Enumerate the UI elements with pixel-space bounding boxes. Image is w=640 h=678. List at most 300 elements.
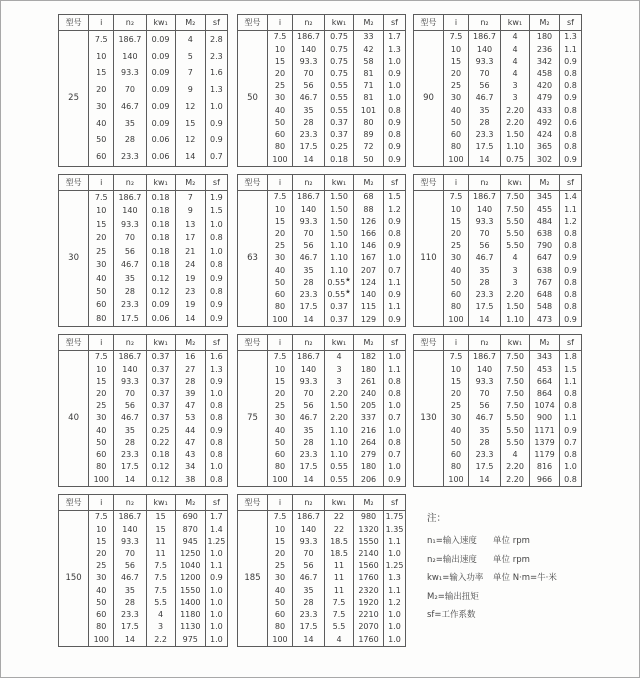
data-cell: 10: [268, 523, 293, 535]
data-cell: 17: [175, 232, 205, 245]
data-cell: 5.50: [501, 228, 530, 240]
data-cell: 80: [268, 301, 293, 313]
column-header: 型号: [238, 15, 268, 31]
data-cell: 35: [114, 115, 146, 132]
data-cell: 186.7: [293, 191, 325, 204]
data-cell: 1.10: [325, 252, 354, 264]
data-cell: 7.50: [501, 203, 530, 215]
data-cell: 40: [268, 105, 293, 117]
data-cell: 900: [530, 412, 560, 424]
data-cell: 9: [175, 205, 205, 218]
column-header: M₂: [354, 495, 384, 511]
note-line: [427, 556, 581, 565]
data-cell: 25: [444, 80, 469, 92]
data-cell: 1.2: [384, 203, 406, 215]
data-cell: 479: [530, 92, 560, 104]
data-cell: 17.5: [469, 141, 501, 153]
data-cell: [205, 326, 227, 327]
data-cell: 7.5: [89, 31, 114, 49]
data-cell: 23.3: [469, 449, 501, 461]
notes-title: 注：: [427, 513, 447, 524]
data-cell: 14: [114, 633, 146, 646]
data-cell: 1.0: [384, 633, 406, 646]
data-cell: 14: [175, 312, 205, 325]
data-cell: 0.8: [384, 388, 406, 400]
column-header: sf: [205, 335, 227, 351]
data-cell: 647: [530, 252, 560, 264]
data-cell: 23.3: [114, 149, 146, 166]
data-cell: 4: [501, 56, 530, 68]
data-cell: 70: [293, 388, 325, 400]
data-cell: 80: [268, 461, 293, 473]
data-cell: 0.55: [325, 92, 354, 104]
data-cell: 40: [89, 585, 114, 597]
data-cell: 93.3: [293, 376, 325, 388]
data-cell: 0.55: [325, 105, 354, 117]
data-cell: 7.5: [89, 191, 114, 205]
data-cell: 46.7: [469, 252, 501, 264]
note-line: [427, 593, 581, 602]
data-cell: 23.3: [114, 609, 146, 621]
data-cell: 1.0: [384, 548, 406, 560]
column-header: kw₁: [325, 15, 354, 31]
model-spec-table: [413, 174, 582, 327]
data-cell: 7.5: [146, 560, 175, 572]
data-cell: 0.37: [146, 363, 175, 375]
data-cell: 93.3: [469, 376, 501, 388]
data-cell: 484: [530, 216, 560, 228]
data-cell: 1.1: [560, 376, 582, 388]
data-cell: 17.5: [114, 312, 146, 325]
data-cell: 3: [325, 376, 354, 388]
data-cell: 1.1: [384, 585, 406, 597]
data-cell: 0.9: [384, 117, 406, 129]
data-cell: 80: [268, 621, 293, 633]
data-cell: 100: [444, 313, 469, 326]
data-cell: 0.8: [384, 437, 406, 449]
data-cell: 1.25: [205, 536, 227, 548]
column-header: M₂: [175, 175, 205, 191]
data-cell: 17.5: [469, 301, 501, 313]
data-cell: 13: [175, 218, 205, 231]
data-cell: 70: [114, 548, 146, 560]
data-cell: 4: [175, 31, 205, 49]
data-cell: 25: [268, 400, 293, 412]
data-cell: 25: [89, 400, 114, 412]
data-cell: 0.8: [560, 388, 582, 400]
data-cell: 1.25: [384, 560, 406, 572]
data-cell: [175, 165, 205, 166]
column-header: kw₁: [146, 15, 175, 31]
data-cell: 1550: [354, 536, 384, 548]
data-cell: 93.3: [293, 216, 325, 228]
data-cell: 1.50: [501, 301, 530, 313]
data-cell: 7.5: [268, 191, 293, 204]
data-cell: 47: [175, 437, 205, 449]
data-cell: 21: [175, 245, 205, 258]
data-cell: 5.5: [325, 621, 354, 633]
data-cell: 1.8: [560, 351, 582, 364]
data-cell: 81: [354, 68, 384, 80]
data-cell: 56: [114, 560, 146, 572]
data-cell: 20: [444, 388, 469, 400]
data-cell: 0.9: [560, 313, 582, 326]
data-cell: 71: [354, 80, 384, 92]
data-cell: 816: [530, 461, 560, 473]
column-header: 型号: [59, 495, 89, 511]
data-cell: 980: [354, 511, 384, 524]
data-cell: 35: [469, 265, 501, 277]
data-cell: 1.7: [205, 511, 227, 524]
data-cell: 81: [354, 92, 384, 104]
data-cell: 5: [175, 48, 205, 65]
data-cell: 11: [325, 560, 354, 572]
data-cell: 17.5: [293, 141, 325, 153]
note-unit: 单位 N·m=牛·米: [493, 573, 557, 583]
data-cell: 0.09: [146, 115, 175, 132]
data-cell: 28: [114, 132, 146, 149]
column-header: i: [444, 15, 469, 31]
data-cell: 1179: [530, 449, 560, 461]
data-cell: 80: [354, 117, 384, 129]
data-cell: 207: [354, 265, 384, 277]
data-cell: [205, 165, 227, 166]
data-cell: 2.20: [501, 461, 530, 473]
data-cell: 7.5: [444, 191, 469, 204]
data-cell: 548: [530, 301, 560, 313]
data-cell: 186.7: [293, 351, 325, 364]
data-cell: 0.8: [560, 449, 582, 461]
data-cell: 68: [354, 191, 384, 204]
data-cell: 14: [293, 153, 325, 166]
column-header: 型号: [59, 175, 89, 191]
data-cell: 100: [268, 633, 293, 646]
data-cell: 2320: [354, 585, 384, 597]
data-cell: 50: [89, 285, 114, 298]
data-cell: 28: [114, 597, 146, 609]
data-cell: 1.4: [205, 523, 227, 535]
data-cell: 70: [293, 228, 325, 240]
data-cell: 146: [354, 240, 384, 252]
data-cell: 25: [444, 400, 469, 412]
data-cell: 1.50: [325, 191, 354, 204]
data-cell: 1550: [175, 585, 205, 597]
data-cell: 20: [268, 548, 293, 560]
data-cell: 1400: [175, 597, 205, 609]
data-cell: 664: [530, 376, 560, 388]
data-cell: 14: [293, 473, 325, 486]
data-cell: 60: [89, 449, 114, 461]
data-cell: 966: [530, 473, 560, 486]
data-cell: 23.3: [469, 289, 501, 301]
data-cell: 35: [293, 265, 325, 277]
column-header: n₂: [293, 15, 325, 31]
data-cell: 767: [530, 277, 560, 289]
data-cell: 3: [501, 92, 530, 104]
data-cell: 40: [89, 272, 114, 285]
data-cell: 40: [268, 425, 293, 437]
data-cell: 0.8: [205, 285, 227, 298]
column-header: sf: [560, 15, 582, 31]
data-cell: 30: [89, 572, 114, 584]
column-header: i: [444, 175, 469, 191]
data-cell: 15: [175, 115, 205, 132]
data-cell: 1.0: [384, 609, 406, 621]
note-line: [427, 611, 581, 620]
data-cell: 1.0: [205, 585, 227, 597]
data-cell: 1200: [175, 572, 205, 584]
data-cell: 7.5: [268, 511, 293, 524]
model-spec-table: [237, 334, 406, 487]
data-cell: 180: [354, 461, 384, 473]
column-header: n₂: [469, 15, 501, 31]
data-cell: 365: [530, 141, 560, 153]
data-cell: 1.10: [501, 313, 530, 326]
data-cell: 1320: [354, 523, 384, 535]
data-cell: 1.10: [325, 437, 354, 449]
data-cell: 17.5: [114, 461, 146, 473]
data-cell: 5.50: [501, 412, 530, 424]
data-cell: 22: [325, 523, 354, 535]
column-header: kw₁: [325, 175, 354, 191]
data-cell: 0.09: [146, 48, 175, 65]
data-cell: 20: [89, 388, 114, 400]
data-cell: 20: [268, 68, 293, 80]
data-cell: 4: [501, 31, 530, 44]
data-cell: 0.8: [560, 289, 582, 301]
data-cell: 100: [268, 313, 293, 326]
data-cell: 7.5: [146, 572, 175, 584]
column-header: 型号: [59, 15, 89, 31]
data-cell: 167: [354, 252, 384, 264]
column-header: i: [268, 495, 293, 511]
column-header: 型号: [238, 175, 268, 191]
note-term: n₂=输出速度: [427, 554, 477, 565]
column-header: 型号: [414, 15, 444, 31]
data-cell: 975: [175, 633, 205, 646]
data-cell: 180: [530, 31, 560, 44]
data-cell: 473: [530, 313, 560, 326]
data-cell: 0.18: [146, 218, 175, 231]
data-cell: 240: [354, 388, 384, 400]
column-header: n₂: [114, 335, 146, 351]
data-cell: 1.6: [205, 65, 227, 82]
data-cell: 0.12: [146, 461, 175, 473]
data-cell: 0.9: [560, 56, 582, 68]
data-cell: 56: [114, 245, 146, 258]
data-cell: 0.8: [384, 129, 406, 141]
data-cell: 35: [293, 425, 325, 437]
data-cell: 14: [469, 473, 501, 486]
note-term: sf=工作系数: [427, 610, 476, 620]
data-cell: 22: [325, 511, 354, 524]
data-cell: 1.10: [501, 141, 530, 153]
data-cell: 100: [268, 153, 293, 166]
data-cell: 50: [444, 277, 469, 289]
data-cell: 46.7: [469, 92, 501, 104]
data-cell: [175, 326, 205, 327]
data-cell: 264: [354, 437, 384, 449]
data-cell: 206: [354, 473, 384, 486]
data-cell: 14: [469, 313, 501, 326]
data-cell: 10: [89, 48, 114, 65]
column-header: kw₁: [325, 335, 354, 351]
column-header: sf: [384, 335, 406, 351]
data-cell: 1.0: [205, 245, 227, 258]
data-cell: 10: [89, 363, 114, 375]
data-cell: 16: [175, 351, 205, 364]
data-cell: 0.9: [205, 312, 227, 325]
data-cell: 10: [444, 363, 469, 375]
data-cell: 0.8: [205, 258, 227, 271]
column-header: M₂: [175, 495, 205, 511]
data-cell: 46.7: [114, 572, 146, 584]
spec-table-model-63: [237, 174, 404, 327]
model-spec-table: [58, 334, 228, 487]
data-cell: 25: [89, 560, 114, 572]
data-cell: 0.8: [205, 473, 227, 486]
data-cell: 1.1: [384, 363, 406, 375]
data-cell: 1.3: [560, 31, 582, 44]
data-cell: 17.5: [114, 621, 146, 633]
data-cell: 2.20: [501, 105, 530, 117]
column-header: sf: [205, 495, 227, 511]
data-cell: 1.50: [501, 129, 530, 141]
data-cell: 7.50: [501, 351, 530, 364]
column-header: 型号: [59, 335, 89, 351]
data-cell: 1180: [175, 609, 205, 621]
data-cell: 1.0: [384, 461, 406, 473]
data-cell: 0.9: [205, 572, 227, 584]
data-cell: 28: [293, 437, 325, 449]
data-cell: 80: [444, 301, 469, 313]
data-cell: 46.7: [293, 92, 325, 104]
data-cell: 88: [354, 203, 384, 215]
data-cell: 9: [175, 82, 205, 99]
model-cell: 50: [247, 93, 258, 104]
note-unit: 单位 rpm: [493, 554, 530, 565]
column-header: M₂: [530, 335, 560, 351]
spec-table-model-110: [413, 174, 581, 327]
data-cell: 35: [469, 105, 501, 117]
data-cell: 4: [501, 449, 530, 461]
data-cell: 236: [530, 43, 560, 55]
data-cell: 0.7: [384, 412, 406, 424]
spec-table-model-90: [413, 14, 581, 167]
data-cell: 30: [268, 252, 293, 264]
data-cell: 70: [293, 548, 325, 560]
data-cell: 60: [444, 449, 469, 461]
data-cell: 302: [530, 153, 560, 166]
data-cell: 12: [175, 132, 205, 149]
data-cell: 23.3: [114, 299, 146, 312]
model-cell: 25: [68, 93, 79, 104]
data-cell: 7.5: [89, 351, 114, 364]
data-cell: 56: [114, 400, 146, 412]
data-cell: 0.22: [146, 437, 175, 449]
data-cell: 53: [175, 412, 205, 424]
data-cell: 4: [501, 252, 530, 264]
data-cell: 0.8: [384, 376, 406, 388]
data-cell: 72: [354, 141, 384, 153]
data-cell: 19: [175, 299, 205, 312]
data-cell: 56: [293, 560, 325, 572]
data-cell: 1.10: [325, 240, 354, 252]
column-header: kw₁: [501, 175, 530, 191]
data-cell: 23.3: [469, 129, 501, 141]
data-cell: 50: [268, 597, 293, 609]
data-cell: 1.3: [384, 572, 406, 584]
data-cell: 28: [175, 376, 205, 388]
data-cell: 17.5: [293, 301, 325, 313]
data-cell: 180: [354, 363, 384, 375]
data-cell: 33: [354, 31, 384, 44]
data-cell: 28: [114, 437, 146, 449]
data-cell: 0.8: [205, 437, 227, 449]
data-cell: 0.37: [325, 301, 354, 313]
data-cell: 80: [444, 461, 469, 473]
data-cell: 46.7: [293, 252, 325, 264]
data-cell: 0.9: [560, 153, 582, 166]
data-cell: 56: [293, 80, 325, 92]
data-cell: 2.20: [325, 412, 354, 424]
data-cell: 15: [444, 376, 469, 388]
data-cell: 89: [354, 129, 384, 141]
data-cell: 28: [293, 117, 325, 129]
data-cell: 343: [530, 351, 560, 364]
data-cell: 40: [268, 585, 293, 597]
notes: [413, 494, 581, 647]
data-cell: 93.3: [114, 218, 146, 231]
data-cell: 23.3: [293, 129, 325, 141]
data-cell: 15: [89, 218, 114, 231]
data-cell: 205: [354, 400, 384, 412]
data-cell: 1.6: [205, 351, 227, 364]
data-cell: 126: [354, 216, 384, 228]
data-cell: 1.0: [205, 621, 227, 633]
data-cell: 7: [175, 65, 205, 82]
data-cell: 0.8: [560, 129, 582, 141]
data-cell: 20: [268, 388, 293, 400]
data-cell: 0.18: [146, 245, 175, 258]
data-cell: [114, 326, 146, 327]
model-spec-table: [413, 334, 582, 487]
data-cell: 50: [354, 153, 384, 166]
data-cell: 129: [354, 313, 384, 326]
data-cell: 70: [114, 82, 146, 99]
data-cell: 1.2: [384, 597, 406, 609]
data-cell: 7: [175, 191, 205, 205]
data-cell: 945: [175, 536, 205, 548]
data-cell: 35: [293, 585, 325, 597]
data-cell: 1.50: [325, 400, 354, 412]
data-cell: 0.75: [325, 56, 354, 68]
data-cell: 43: [175, 449, 205, 461]
data-cell: 1.1: [560, 43, 582, 55]
column-header: i: [268, 175, 293, 191]
data-cell: 1.50: [325, 216, 354, 228]
spec-table-model-25: [58, 14, 228, 167]
data-cell: 2.20: [501, 117, 530, 129]
data-cell: 4: [146, 609, 175, 621]
data-cell: 93.3: [114, 536, 146, 548]
data-cell: 1.10: [325, 265, 354, 277]
column-header: n₂: [293, 175, 325, 191]
data-cell: 7.50: [501, 388, 530, 400]
data-cell: 1171: [530, 425, 560, 437]
data-cell: 20: [89, 232, 114, 245]
data-cell: 186.7: [293, 511, 325, 524]
